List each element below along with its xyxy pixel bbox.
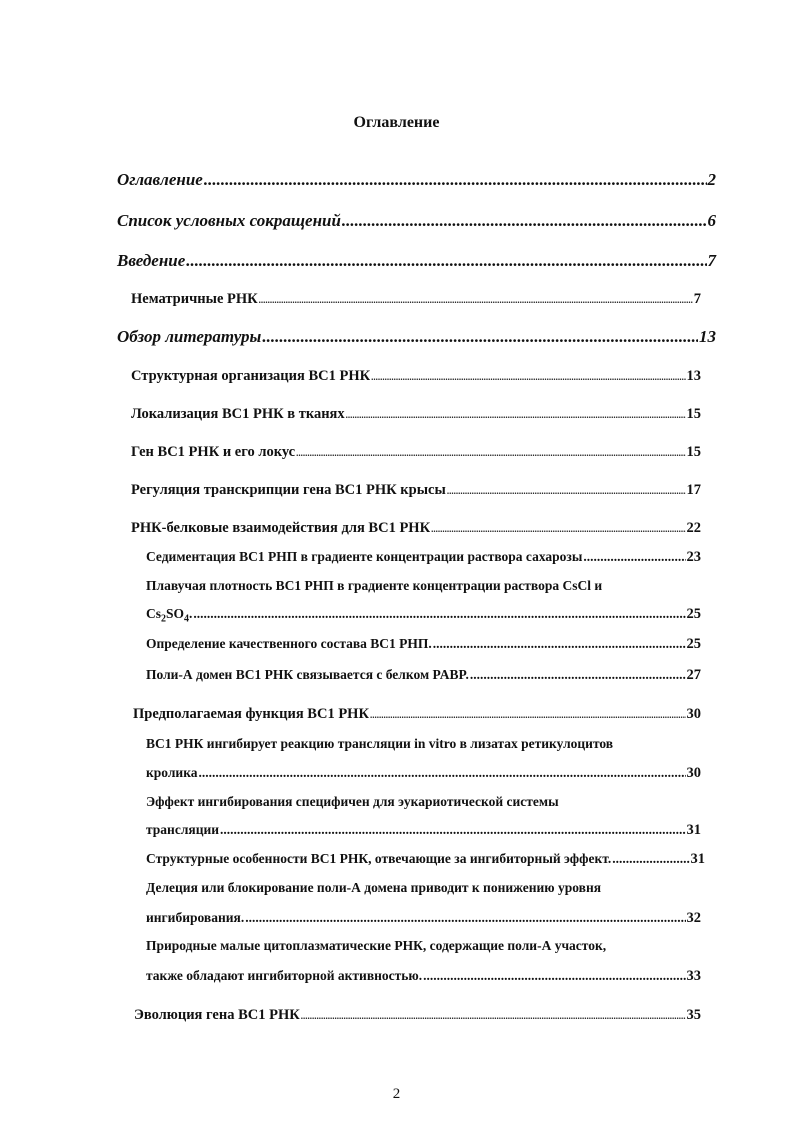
leader-dots xyxy=(370,706,686,723)
toc-entry-label: Определение качественного состава ВС1 РНП. xyxy=(146,636,432,651)
toc-entry[interactable] xyxy=(146,606,701,625)
toc-entry[interactable] xyxy=(146,636,701,653)
toc-entry-page: 22 xyxy=(686,520,701,536)
toc-entry-page: 7 xyxy=(693,291,701,307)
leader-dots xyxy=(301,1007,686,1024)
toc-entry-label: Предполагаемая функция ВС1 РНК xyxy=(133,706,369,722)
toc-entry-page: 13 xyxy=(686,368,701,384)
toc-entry-label: Эволюция гена ВС1 РНК xyxy=(134,1007,300,1023)
toc-entry-page: 15 xyxy=(686,406,701,422)
toc-entry-page: 30 xyxy=(686,706,701,722)
toc-entry-label: Структурная организация ВС1 РНК xyxy=(131,368,371,384)
toc-entry-label: Седиментация ВС1 РНП в градиенте концентрации раствора сахарозы xyxy=(146,549,583,564)
toc-entry-label-line1: Плавучая плотность ВС1 РНП в градиенте концентрации раствора CsCl и xyxy=(146,578,603,593)
leader-dots xyxy=(262,327,698,347)
toc-entry[interactable] xyxy=(146,851,705,868)
toc-entry-label: РНК-белковые взаимодействия для ВС1 РНК xyxy=(131,520,431,536)
toc-entry-label: Локализация ВС1 РНК в тканях xyxy=(131,406,345,422)
toc-entry-label: Обзор литературы xyxy=(117,327,262,346)
toc-entry-page: 32 xyxy=(686,910,701,926)
toc-entry-label-line1: Природные малые цитоплазматические РНК, содержащие поли-А участок, xyxy=(146,938,607,953)
leader-dots xyxy=(259,291,693,308)
toc-entry-label: Список условных сокращений xyxy=(117,211,341,230)
leader-dots xyxy=(296,444,685,461)
toc-entry-page: 13 xyxy=(699,327,716,346)
leader-dots xyxy=(220,822,685,838)
toc-entry-page: 27 xyxy=(686,667,701,683)
toc-entry-label: Оглавление xyxy=(117,170,203,189)
toc-entry[interactable] xyxy=(131,368,701,385)
toc-entry-page: 30 xyxy=(686,765,701,781)
toc-entry-page: 31 xyxy=(690,851,705,867)
toc-entry[interactable] xyxy=(146,765,701,782)
toc-entry[interactable] xyxy=(131,520,701,537)
toc-entry[interactable] xyxy=(131,444,701,461)
toc-entry-label: Нематричные РНК xyxy=(131,291,258,307)
toc-entry[interactable] xyxy=(117,327,716,347)
toc-entry-page: 2 xyxy=(707,170,716,189)
toc-entry-label: трансляции xyxy=(146,822,220,837)
toc-entry-label: также обладают ингибиторной активностью. xyxy=(146,968,423,983)
leader-dots xyxy=(371,368,685,385)
leader-dots xyxy=(342,211,707,231)
leader-dots xyxy=(612,851,689,867)
page-number: 2 xyxy=(392,1086,401,1102)
toc-entry[interactable] xyxy=(146,910,701,927)
toc-entry-label-line1: ВС1 РНК ингибирует реакцию трансляции in vitro в лизатах ретикулоцитов xyxy=(146,736,614,751)
toc-entry[interactable] xyxy=(131,291,701,308)
toc-entry-label-line1: Делеция или блокирование поли-А домена приводит к понижению уровня xyxy=(146,880,602,895)
toc-entry-label: $Cs_2SO_4$. xyxy=(146,606,193,625)
toc-entry-page: 6 xyxy=(707,211,716,230)
toc-entry[interactable] xyxy=(146,667,701,684)
toc-entry-label-line1: Эффект ингибирования специфичен для эукариотической системы xyxy=(146,794,559,809)
toc-entry-label: Введение xyxy=(117,251,186,270)
leader-dots xyxy=(186,251,706,271)
toc-entry-page: 35 xyxy=(686,1007,701,1023)
toc-entry[interactable] xyxy=(134,1007,701,1024)
toc-entry[interactable] xyxy=(131,482,701,499)
toc-entry[interactable] xyxy=(146,822,701,839)
toc-entry-label: Структурные особенности ВС1 РНК, отвечающие за ингибиторный эффект. xyxy=(146,851,612,866)
toc-entry-page: 31 xyxy=(686,822,701,838)
leader-dots xyxy=(346,406,686,423)
leader-dots xyxy=(583,549,685,565)
toc-entry-label: кролика xyxy=(146,765,198,780)
leader-dots xyxy=(423,968,685,984)
toc-entry[interactable] xyxy=(133,706,701,723)
toc-entry[interactable] xyxy=(146,549,701,566)
toc-entry-page: 33 xyxy=(686,968,701,984)
leader-dots xyxy=(470,667,686,683)
toc-entry-page: 25 xyxy=(686,636,701,652)
leader-dots xyxy=(431,520,685,537)
toc-entry[interactable] xyxy=(117,170,716,190)
toc-entry-page: 7 xyxy=(707,251,716,270)
leader-dots xyxy=(193,606,685,622)
toc-entry-page: 25 xyxy=(686,606,701,622)
toc-entry-label: ингибирования. xyxy=(146,910,245,925)
toc-entry-label: Регуляция транскрипции гена ВС1 РНК крысы xyxy=(131,482,446,498)
toc-entry[interactable] xyxy=(117,251,716,271)
page-title: Оглавление xyxy=(353,114,440,131)
toc-entry[interactable] xyxy=(117,211,716,231)
leader-dots xyxy=(204,170,707,190)
toc-entry-label: Ген ВС1 РНК и его локус xyxy=(131,444,296,460)
toc-entry-label: Поли-А домен ВС1 РНК связывается с белком PABP. xyxy=(146,667,469,682)
leader-dots xyxy=(433,636,686,652)
toc-entry-page: 23 xyxy=(686,549,701,565)
leader-dots xyxy=(199,765,686,781)
leader-dots xyxy=(447,482,686,499)
toc-entry[interactable] xyxy=(131,406,701,423)
leader-dots xyxy=(245,910,685,926)
toc-entry-page: 17 xyxy=(686,482,701,498)
toc-entry-page: 15 xyxy=(686,444,701,460)
toc-entry[interactable] xyxy=(146,968,701,985)
